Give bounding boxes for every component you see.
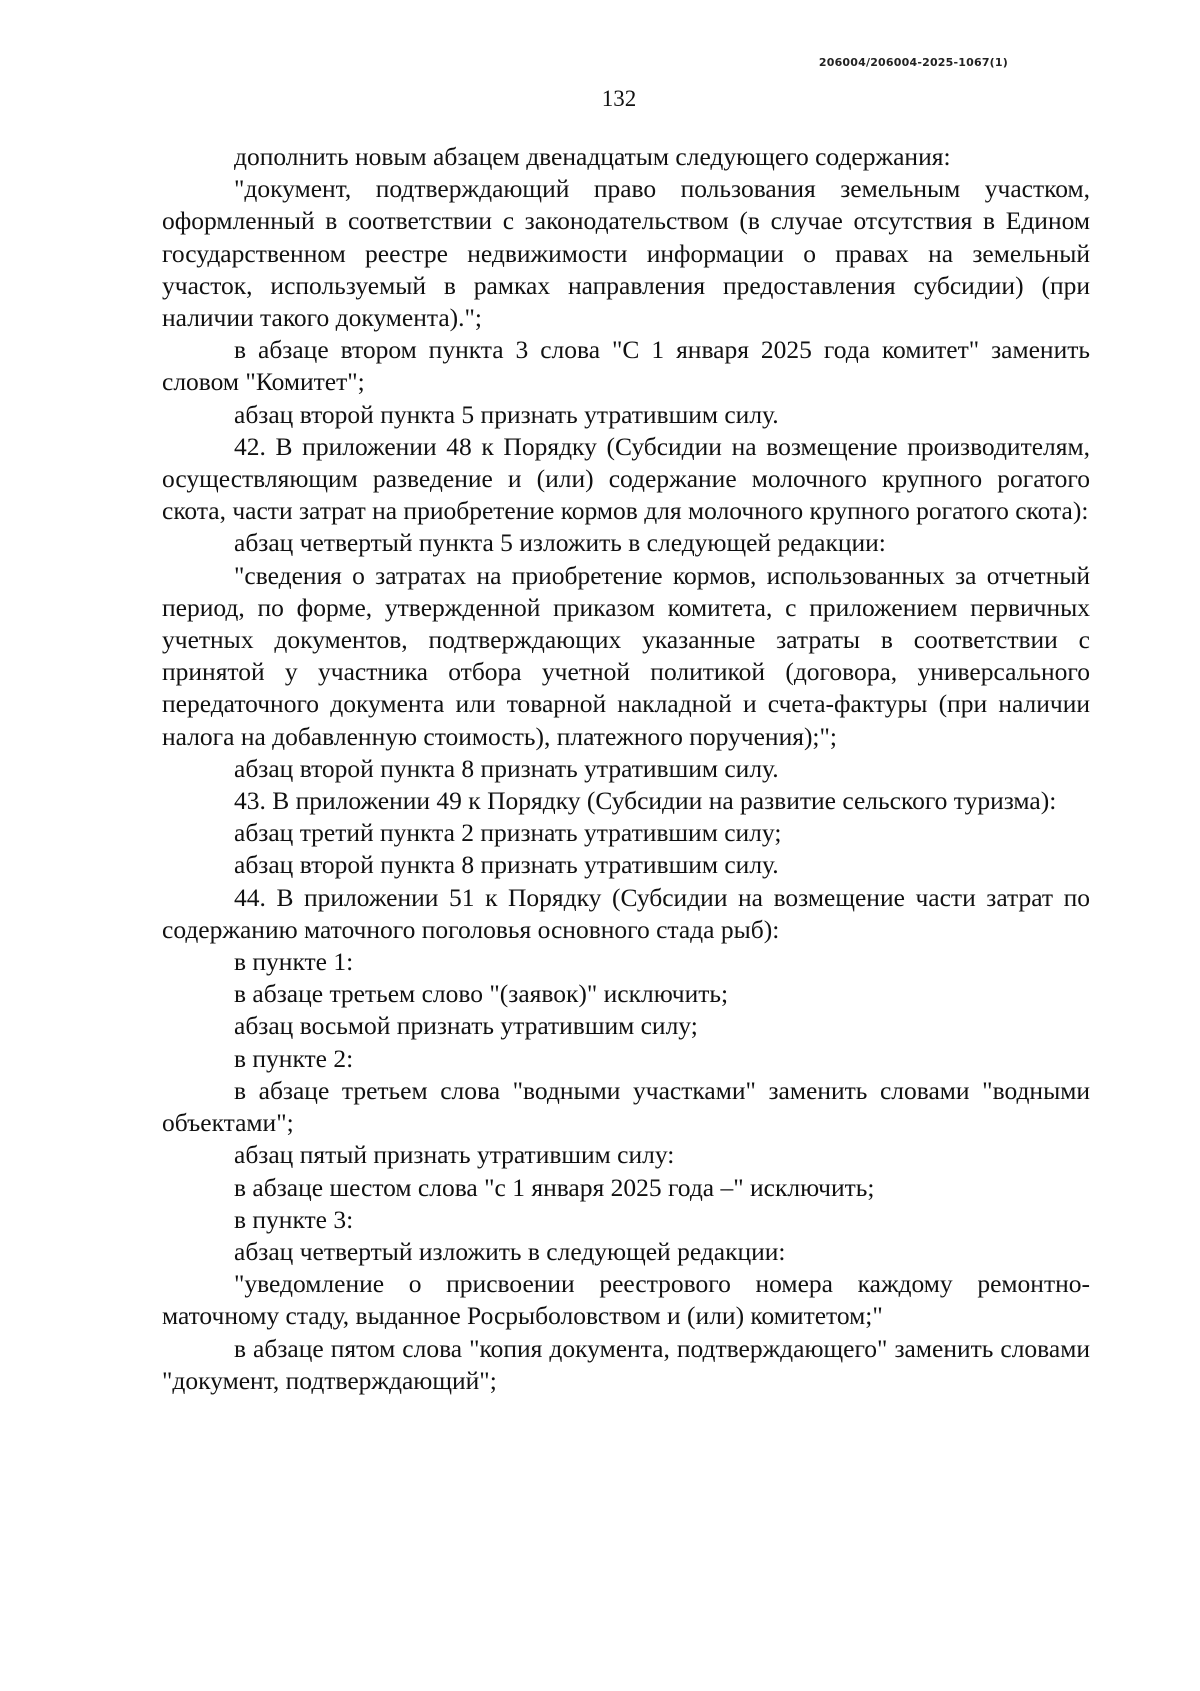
- paragraph: абзац пятый признать утратившим силу:: [234, 1140, 675, 1170]
- paragraph: "уведомление о присвоении реестрового номера каждому ремонтно-маточному стаду, выданное Росрыболовством и (или) комитетом;": [162, 1269, 1090, 1331]
- paragraph: абзац восьмой признать утратившим силу;: [234, 1011, 698, 1041]
- paragraph: абзац четвертый пункта 5 изложить в следующей редакции:: [234, 528, 886, 558]
- document-body: [162, 141, 1090, 1397]
- paragraph: 42. В приложении 48 к Порядку (Субсидии на возмещение производителям, осуществляющим разведение и (или) содержание молочного крупного рогатого скота, части затрат на приобретение кормов для молочного крупного рогатого скота):: [162, 431, 1090, 526]
- paragraph: абзац второй пункта 8 признать утратившим силу.: [234, 850, 779, 880]
- paragraph: 43. В приложении 49 к Порядку (Субсидии на развитие сельского туризма):: [234, 786, 1057, 816]
- page-number: 132: [601, 86, 637, 111]
- paragraph: дополнить новым абзацем двенадцатым следующего содержания:: [234, 142, 951, 171]
- paragraph: в абзаце пятом слова "копия документа, подтверждающего" заменить словами "документ, подтверждающий";: [162, 1333, 1090, 1395]
- paragraph: в пункте 3:: [234, 1204, 354, 1234]
- paragraph: 44. В приложении 51 к Порядку (Субсидии на возмещение части затрат по содержанию маточного поголовья основного стада рыб):: [162, 882, 1090, 944]
- paragraph: абзац второй пункта 8 признать утратившим силу.: [234, 753, 779, 783]
- paragraph: в абзаце третьем слова "водными участками" заменить словами "водными объектами";: [162, 1075, 1090, 1138]
- paragraph: в пункте 1:: [234, 947, 354, 977]
- paragraph: абзац четвертый изложить в следующей редакции:: [234, 1236, 786, 1266]
- paragraph: в абзаце третьем слово "(заявок)" исключить;: [234, 979, 729, 1009]
- paragraph: "документ, подтверждающий право пользования земельным участком, оформленный в соответствии с законодательством (в случае отсутствия в Едином государственном реестре недвижимости информации о правах на земельный участок, используемый в рамках направления предоставления субсидии) (при наличии такого документа).";: [162, 174, 1090, 333]
- paragraph: абзац второй пункта 5 признать утратившим силу.: [234, 399, 779, 429]
- paragraph: абзац третий пункта 2 признать утратившим силу;: [234, 818, 782, 848]
- paragraph: "сведения о затратах на приобретение кормов, использованных за отчетный период, по форме, утвержденной приказом комитета, с приложением первичных учетных документов, подтверждающих указанные затраты в соответствии с принятой у участника отбора учетной политикой (договора, универсального передаточного документа или товарной накладной и счета-фактуры (при наличии налога на добавленную стоимость), платежного поручения);";: [162, 560, 1090, 751]
- paragraph: в абзаце втором пункта 3 слова "С 1 января 2025 года комитет" заменить словом "Комитет";: [162, 335, 1090, 397]
- paragraph: в абзаце шестом слова "с 1 января 2025 года –" исключить;: [234, 1172, 875, 1202]
- document-code: 206004/206004-2025-1067(1): [818, 56, 1008, 69]
- paragraph: в пункте 2:: [234, 1043, 354, 1073]
